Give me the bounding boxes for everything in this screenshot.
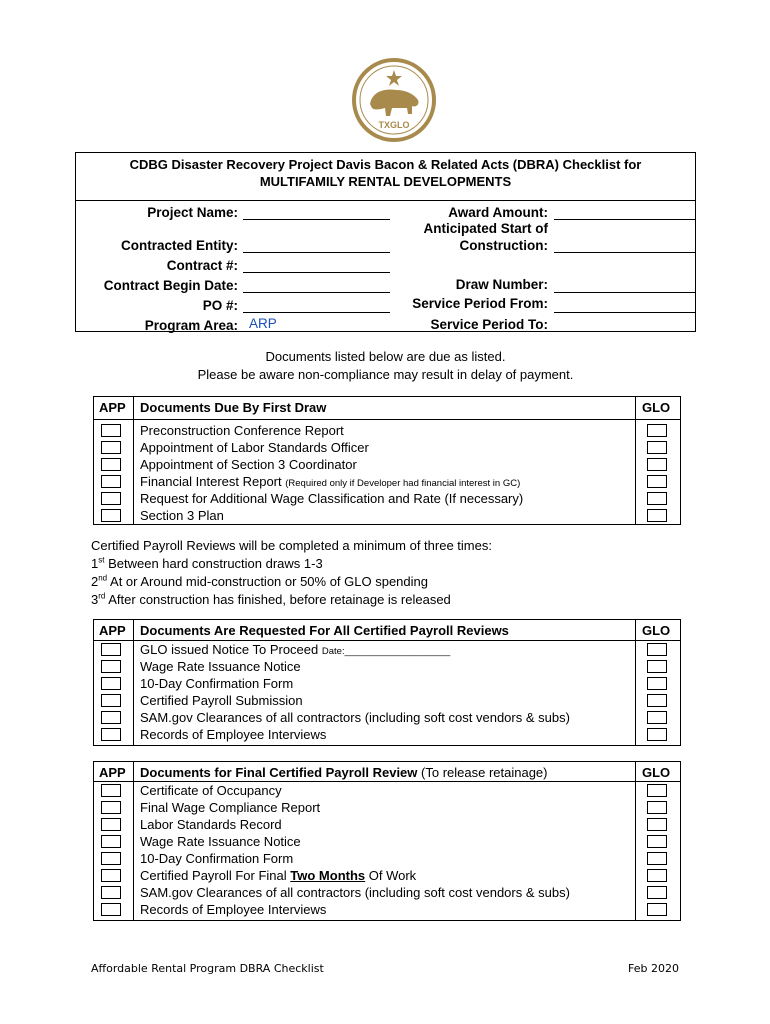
table-row: Wage Rate Issuance Notice — [140, 834, 301, 849]
payroll-reviews-heading: Documents Are Requested For All Certified Payroll Reviews — [140, 623, 509, 638]
table-row: 10-Day Confirmation Form — [140, 851, 294, 866]
notice-line-2: Please be aware non-compliance may result in delay of payment. — [197, 367, 574, 382]
table-row — [140, 867, 416, 884]
row-label: Financial Interest Report — [140, 474, 282, 489]
service-period-from-label: Service Period From: — [412, 296, 548, 311]
app-checkbox[interactable] — [101, 818, 121, 831]
table-divider — [133, 761, 134, 921]
draw-number-label: Draw Number: — [455, 277, 548, 292]
row-label: GLO issued Notice To Proceed — [140, 642, 319, 657]
app-checkbox[interactable] — [101, 492, 121, 505]
table-row: Records of Employee Interviews — [140, 727, 327, 742]
award-amount-label: Award Amount: — [448, 205, 548, 220]
payroll-review-item: 3rd After construction has finished, before retainage is released — [91, 591, 451, 607]
row-label-tail: Of Work — [365, 868, 417, 883]
award-amount-field[interactable] — [554, 206, 696, 220]
app-column-header: APP — [99, 765, 126, 780]
table-row: Appointment of Section 3 Coordinator — [140, 457, 357, 472]
program-area-label: Program Area: — [144, 318, 238, 333]
contract-begin-date-field[interactable] — [243, 279, 390, 293]
service-period-to-label: Service Period To: — [430, 317, 548, 332]
title-line-1: CDBG Disaster Recovery Project Davis Bacon & Related Acts (DBRA) Checklist for — [129, 157, 642, 172]
table-row: Records of Employee Interviews — [140, 902, 327, 917]
table-row: Preconstruction Conference Report — [140, 423, 344, 438]
glo-checkbox[interactable] — [647, 694, 667, 707]
payroll-reviews-intro: Certified Payroll Reviews will be completed a minimum of three times: — [91, 538, 492, 553]
service-period-from-field[interactable] — [554, 299, 696, 313]
app-checkbox[interactable] — [101, 784, 121, 797]
glo-checkbox[interactable] — [647, 869, 667, 882]
table-row: Wage Rate Issuance Notice — [140, 659, 301, 674]
app-checkbox[interactable] — [101, 475, 121, 488]
app-column-header: APP — [99, 623, 126, 638]
project-name-field[interactable] — [243, 206, 390, 220]
glo-checkbox[interactable] — [647, 509, 667, 522]
glo-column-header: GLO — [642, 400, 671, 415]
glo-checkbox[interactable] — [647, 852, 667, 865]
table-row: Final Wage Compliance Report — [140, 800, 321, 815]
heading-text: Documents for Final Certified Payroll Review — [140, 765, 418, 780]
table-row: Certificate of Occupancy — [140, 783, 282, 798]
txglo-logo — [352, 56, 436, 144]
notice-line-1: Documents listed below are due as listed. — [265, 349, 506, 364]
glo-checkbox[interactable] — [647, 835, 667, 848]
glo-checkbox[interactable] — [647, 424, 667, 437]
glo-checkbox[interactable] — [647, 660, 667, 673]
glo-checkbox[interactable] — [647, 643, 667, 656]
glo-checkbox[interactable] — [647, 458, 667, 471]
app-checkbox[interactable] — [101, 835, 121, 848]
table-divider — [635, 396, 636, 525]
anticipated-start-label-2: Construction: — [459, 238, 548, 253]
table-divider — [133, 396, 134, 525]
row-note: (Required only if Developer had financial interest in GC) — [285, 478, 521, 489]
app-checkbox[interactable] — [101, 801, 121, 814]
app-checkbox[interactable] — [101, 869, 121, 882]
table-row: SAM.gov Clearances of all contractors (including soft cost vendors & subs) — [140, 710, 570, 725]
table-divider — [635, 761, 636, 921]
glo-checkbox[interactable] — [647, 711, 667, 724]
table-row: SAM.gov Clearances of all contractors (including soft cost vendors & subs) — [140, 885, 570, 900]
app-checkbox[interactable] — [101, 711, 121, 724]
row-label: Certified Payroll For Final — [140, 868, 291, 883]
contract-begin-date-label: Contract Begin Date: — [103, 278, 238, 293]
draw-number-field[interactable] — [554, 279, 696, 293]
contracted-entity-label: Contracted Entity: — [120, 238, 238, 253]
title-line-2: MULTIFAMILY RENTAL DEVELOPMENTS — [259, 174, 512, 189]
program-area-field[interactable]: ARP — [243, 317, 390, 332]
contracted-entity-field[interactable] — [243, 239, 390, 253]
table-divider — [93, 419, 681, 420]
glo-checkbox[interactable] — [647, 677, 667, 690]
payroll-review-item: 1st Between hard construction draws 1-3 — [91, 555, 323, 571]
payroll-review-item: 2nd At or Around mid-construction or 50% of GLO spending — [91, 573, 428, 589]
app-checkbox[interactable] — [101, 441, 121, 454]
app-checkbox[interactable] — [101, 886, 121, 899]
app-checkbox[interactable] — [101, 424, 121, 437]
table-row: Section 3 Plan — [140, 508, 224, 523]
footer-title: Affordable Rental Program DBRA Checklist — [91, 962, 324, 975]
glo-checkbox[interactable] — [647, 441, 667, 454]
app-checkbox[interactable] — [101, 903, 121, 916]
footer-date: Feb 2020 — [628, 962, 679, 975]
glo-column-header: GLO — [642, 623, 671, 638]
table-divider — [635, 619, 636, 746]
glo-checkbox[interactable] — [647, 475, 667, 488]
document-title — [75, 156, 696, 190]
po-number-label: PO #: — [202, 298, 238, 313]
first-draw-heading: Documents Due By First Draw — [140, 400, 327, 415]
app-column-header: APP — [99, 400, 126, 415]
table-row: Certified Payroll Submission — [140, 693, 303, 708]
logo-text: TXGLO — [378, 120, 410, 130]
app-checkbox[interactable] — [101, 728, 121, 741]
app-checkbox[interactable] — [101, 677, 121, 690]
contract-number-label: Contract #: — [166, 258, 238, 273]
app-checkbox[interactable] — [101, 852, 121, 865]
glo-checkbox[interactable] — [647, 903, 667, 916]
glo-checkbox[interactable] — [647, 492, 667, 505]
app-checkbox[interactable] — [101, 509, 121, 522]
glo-checkbox[interactable] — [647, 886, 667, 899]
table-row: Labor Standards Record — [140, 817, 282, 832]
header-divider — [75, 200, 696, 201]
table-row: Appointment of Labor Standards Officer — [140, 440, 369, 455]
glo-checkbox[interactable] — [647, 784, 667, 797]
glo-checkbox[interactable] — [647, 801, 667, 814]
table-row: 10-Day Confirmation Form — [140, 676, 294, 691]
final-payroll-heading — [140, 765, 548, 780]
glo-checkbox[interactable] — [647, 728, 667, 741]
date-field[interactable]: Date:____________________ — [321, 646, 451, 657]
anticipated-start-label-1: Anticipated Start of — [423, 221, 548, 236]
glo-column-header: GLO — [642, 765, 671, 780]
po-number-field[interactable] — [243, 299, 390, 313]
app-checkbox[interactable] — [101, 660, 121, 673]
glo-checkbox[interactable] — [647, 818, 667, 831]
app-checkbox[interactable] — [101, 694, 121, 707]
app-checkbox[interactable] — [101, 643, 121, 656]
table-divider — [133, 619, 134, 746]
heading-note: (To release retainage) — [421, 765, 548, 780]
row-emphasis: Two Months — [290, 868, 366, 883]
project-name-label: Project Name: — [147, 205, 238, 220]
app-checkbox[interactable] — [101, 458, 121, 471]
contract-number-field[interactable] — [243, 259, 390, 273]
table-row: Request for Additional Wage Classification and Rate (If necessary) — [140, 491, 524, 506]
anticipated-start-field[interactable] — [554, 239, 696, 253]
